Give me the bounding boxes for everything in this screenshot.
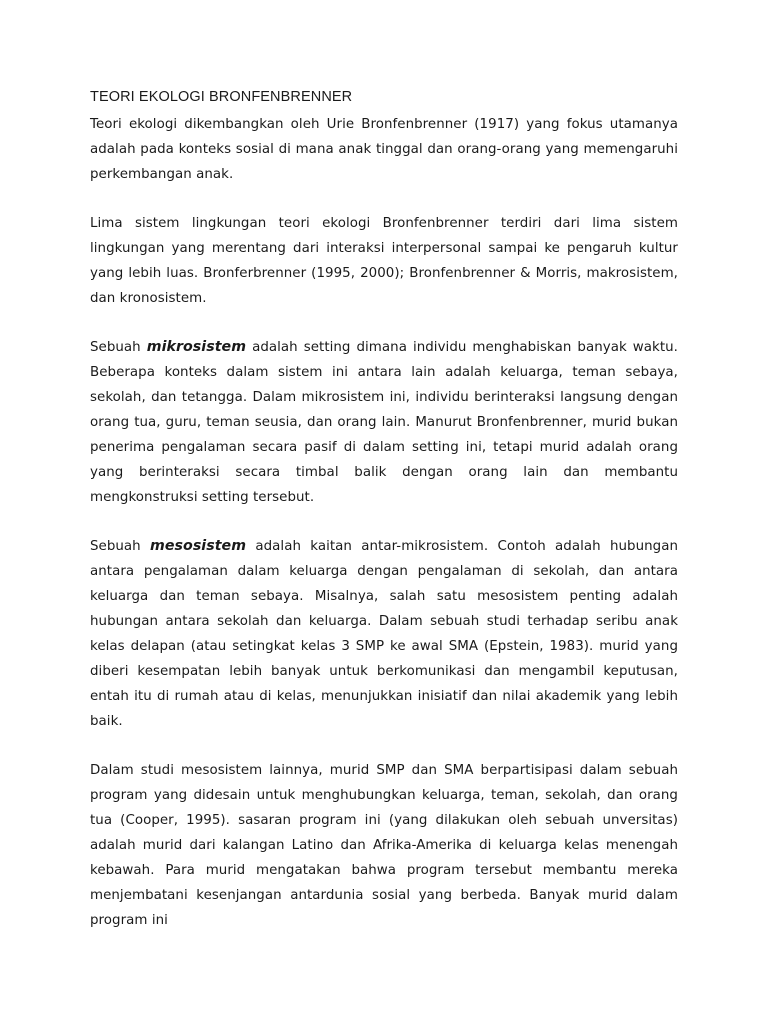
paragraph-body: adalah setting dimana individu menghabiskan banyak waktu. Beberapa konteks dalam sistem ini antara lain adalah keluarga, teman sebaya, sekolah, dan tetangga. Dalam mikrosistem ini, individu berinteraksi langsung dengan orang tua, guru, teman seusia, dan orang lain. Manurut Bronfenbrenner, murid bukan penerima pengalaman secara pasif di dalam setting ini, tetapi murid adalah orang yang berinteraksi secara timbal balik dengan orang lain dan membantu mengkonstruksi setting tersebut. <box>90 340 678 505</box>
term-mikrosistem: mikrosistem <box>146 339 247 355</box>
paragraph-mesosistem <box>90 534 678 734</box>
paragraph-lead: Sebuah <box>90 539 151 554</box>
paragraph-mikrosistem <box>90 335 678 510</box>
paragraph-five-systems: Lima sistem lingkungan teori ekologi Bronfenbrenner terdiri dari lima sistem lingkungan yang merentang dari interaksi interpersonal sampai ke pengaruh kultur yang lebih luas. Bronferbrenner (1995, 2000); Bronfenbrenner & Morris, makrosistem, dan kronosistem. <box>90 216 678 306</box>
paragraph-lead: Sebuah <box>90 340 147 355</box>
document-title: TEORI EKOLOGI BRONFENBRENNER <box>90 89 353 105</box>
paragraph-mesosistem-study: Dalam studi mesosistem lainnya, murid SMP dan SMA berpartisipasi dalam sebuah program yang didesain untuk menghubungkan keluarga, teman, sekolah, dan orang tua (Cooper, 1995). sasaran program ini (yang dilakukan oleh sebuah unversitas) adalah murid dari kalangan Latino dan Afrika-Amerika di keluarga kelas menengah kebawah. Para murid mengatakan bahwa program tersebut membantu mereka menjembatani kesenjangan antardunia sosial yang berbeda. Banyak murid dalam program ini <box>90 763 678 928</box>
paragraph-body: adalah kaitan antar-mikrosistem. Contoh adalah hubungan antara pengalaman dalam keluarga dengan pengalaman di sekolah, dan antara keluarga dan teman sebaya. Misalnya, salah satu mesosistem penting adalah hubungan antara sekolah dan keluarga. Dalam sebuah studi terhadap seribu anak kelas delapan (atau setingkat kelas 3 SMP ke awal SMA (Epstein, 1983). murid yang diberi kesempatan lebih banyak untuk berkomunikasi dan mengambil keputusan, entah itu di rumah atau di kelas, menunjukkan inisiatif dan nilai akademik yang lebih baik. <box>90 539 678 729</box>
paragraph-intro: Teori ekologi dikembangkan oleh Urie Bronfenbrenner (1917) yang fokus utamanya adalah pada konteks sosial di mana anak tinggal dan orang-orang yang memengaruhi perkembangan anak. <box>90 117 678 182</box>
term-mesosistem: mesosistem <box>150 538 247 554</box>
